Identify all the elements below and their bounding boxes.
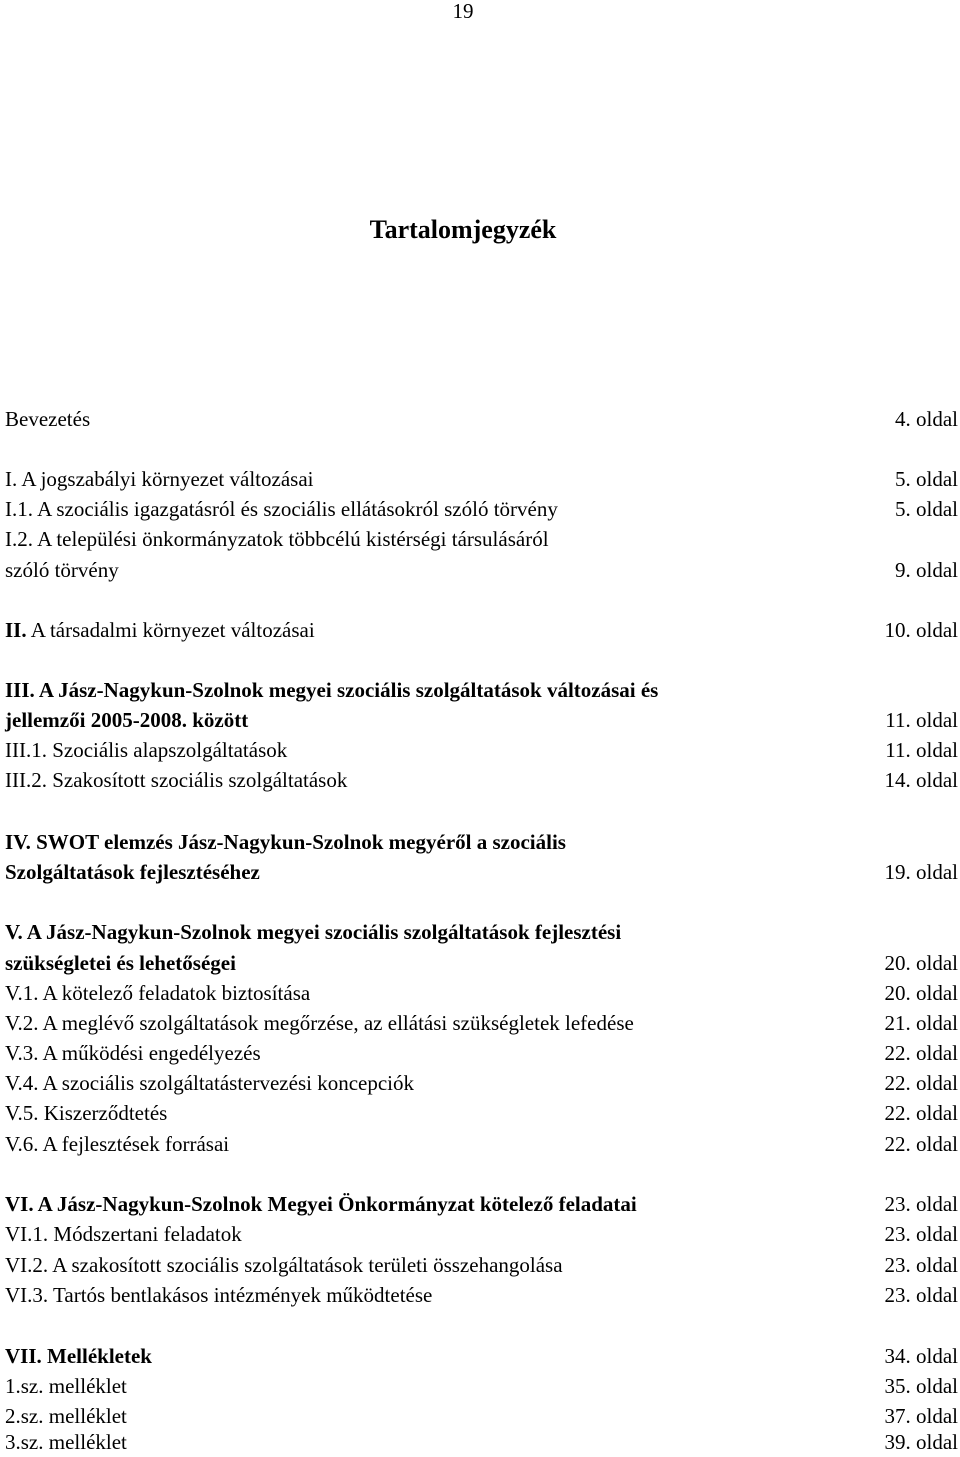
toc-entry	[5, 1038, 958, 1068]
toc-entry-label: VI.1. Módszertani feladatok	[5, 1222, 242, 1246]
toc-entry	[5, 555, 958, 585]
toc-entry-label: I.2. A települési önkormányzatok többcélú kistérségi társulásáról	[5, 527, 549, 551]
toc-entry	[5, 1129, 958, 1159]
toc-entry	[5, 675, 958, 705]
toc-entry-page: 23. oldal	[884, 1192, 958, 1216]
toc-entry-label: IV. SWOT elemzés Jász-Nagykun-Szolnok megyéről a szociális	[5, 830, 566, 854]
toc-entry	[5, 1341, 958, 1371]
toc-entry-label: VI.2. A szakosított szociális szolgáltatások területi összehangolása	[5, 1253, 563, 1277]
toc-entry-label: 3.sz. melléklet	[5, 1430, 127, 1454]
toc-entry-page: 5. oldal	[895, 467, 958, 491]
toc-entry	[5, 857, 958, 887]
toc-entry	[5, 1219, 958, 1249]
toc-entry-page: 23. oldal	[884, 1253, 958, 1277]
toc-entry-page: 34. oldal	[884, 1344, 958, 1368]
toc-entry	[5, 524, 958, 554]
toc-entry	[5, 1280, 958, 1310]
toc-entry-label: III. A Jász-Nagykun-Szolnok megyei szociális szolgáltatások változásai és	[5, 678, 659, 702]
toc-entry-page: 20. oldal	[884, 981, 958, 1005]
toc-entry-label: V.4. A szociális szolgáltatástervezési koncepciók	[5, 1071, 414, 1095]
toc-entry-page: 11. oldal	[885, 738, 958, 762]
toc-entry	[5, 464, 958, 494]
toc-entry-page: 22. oldal	[884, 1101, 958, 1125]
toc-entry-page: 14. oldal	[884, 768, 958, 792]
toc-entry-label: III.2. Szakosított szociális szolgáltatások	[5, 768, 348, 792]
toc-entry-page: 21. oldal	[884, 1011, 958, 1035]
toc-entry	[5, 765, 958, 795]
toc-entry-label: V. A Jász-Nagykun-Szolnok megyei szociális szolgáltatások fejlesztési	[5, 920, 622, 944]
toc-entry-label: V.3. A működési engedélyezés	[5, 1041, 261, 1065]
page-title: Tartalomjegyzék	[369, 215, 557, 244]
toc-entry-page: 37. oldal	[884, 1404, 958, 1428]
toc-entry-label: szóló törvény	[5, 558, 119, 582]
toc-entry-page: 19. oldal	[884, 860, 958, 884]
toc-entry-label: VII. Mellékletek	[5, 1344, 152, 1368]
toc-entry	[5, 404, 958, 434]
toc-entry-label: VI. A Jász-Nagykun-Szolnok Megyei Önkormányzat kötelező feladatai	[5, 1192, 637, 1216]
toc-entry-page: 22. oldal	[884, 1041, 958, 1065]
toc-entry-page: 4. oldal	[895, 407, 958, 431]
toc-entry-page: 22. oldal	[884, 1071, 958, 1095]
toc-entry	[5, 1189, 958, 1219]
toc-entry	[5, 917, 958, 947]
toc-entry	[5, 705, 958, 735]
toc-entry-page: 39. oldal	[884, 1430, 958, 1454]
toc-entry-label: I. A jogszabályi környezet változásai	[5, 467, 314, 491]
toc-entry	[5, 1250, 958, 1280]
toc-entry	[5, 948, 958, 978]
toc-entry	[5, 827, 958, 857]
toc-entry	[5, 1371, 958, 1401]
toc-entry-label: V.5. Kiszerződtetés	[5, 1101, 168, 1125]
toc-entry	[5, 1068, 958, 1098]
toc-entry	[5, 615, 958, 645]
toc-entry-page: 9. oldal	[895, 558, 958, 582]
toc-entry-label: III.1. Szociális alapszolgáltatások	[5, 738, 288, 762]
toc-entry-numeral: II.	[5, 618, 27, 642]
toc-entry-label: jellemzői 2005-2008. között	[5, 708, 249, 732]
toc-entry	[5, 1427, 958, 1457]
toc-entry-label: V.2. A meglévő szolgáltatások megőrzése, az ellátási szükségletek lefedése	[5, 1011, 634, 1035]
toc-entry-page: 10. oldal	[884, 618, 958, 642]
toc-entry-page: 11. oldal	[885, 708, 958, 732]
toc-entry-label: 2.sz. melléklet	[5, 1404, 127, 1428]
toc-entry-label: II. A társadalmi környezet változásai	[5, 618, 315, 642]
toc-entry-label: VI.3. Tartós bentlakásos intézmények működtetése	[5, 1283, 433, 1307]
toc-entry-label: I.1. A szociális igazgatásról és szociális ellátásokról szóló törvény	[5, 497, 558, 521]
toc-entry-label: Szolgáltatások fejlesztéséhez	[5, 860, 260, 884]
toc-entry-label: 1.sz. melléklet	[5, 1374, 127, 1398]
toc-entry-label: V.1. A kötelező feladatok biztosítása	[5, 981, 311, 1005]
page-number: 19	[452, 0, 474, 23]
toc-entry-page: 5. oldal	[895, 497, 958, 521]
toc-entry-page: 23. oldal	[884, 1222, 958, 1246]
toc-entry-label: szükségletei és lehetőségei	[5, 951, 236, 975]
toc-entry	[5, 494, 958, 524]
toc-entry-page: 20. oldal	[884, 951, 958, 975]
toc-entry-label: V.6. A fejlesztések forrásai	[5, 1132, 230, 1156]
toc-entry	[5, 978, 958, 1008]
toc-entry-page: 35. oldal	[884, 1374, 958, 1398]
toc-entry	[5, 1098, 958, 1128]
toc-entry-page: 22. oldal	[884, 1132, 958, 1156]
toc-entry	[5, 1008, 958, 1038]
toc-entry-label: Bevezetés	[5, 407, 91, 431]
toc-entry	[5, 735, 958, 765]
toc-entry-page: 23. oldal	[884, 1283, 958, 1307]
